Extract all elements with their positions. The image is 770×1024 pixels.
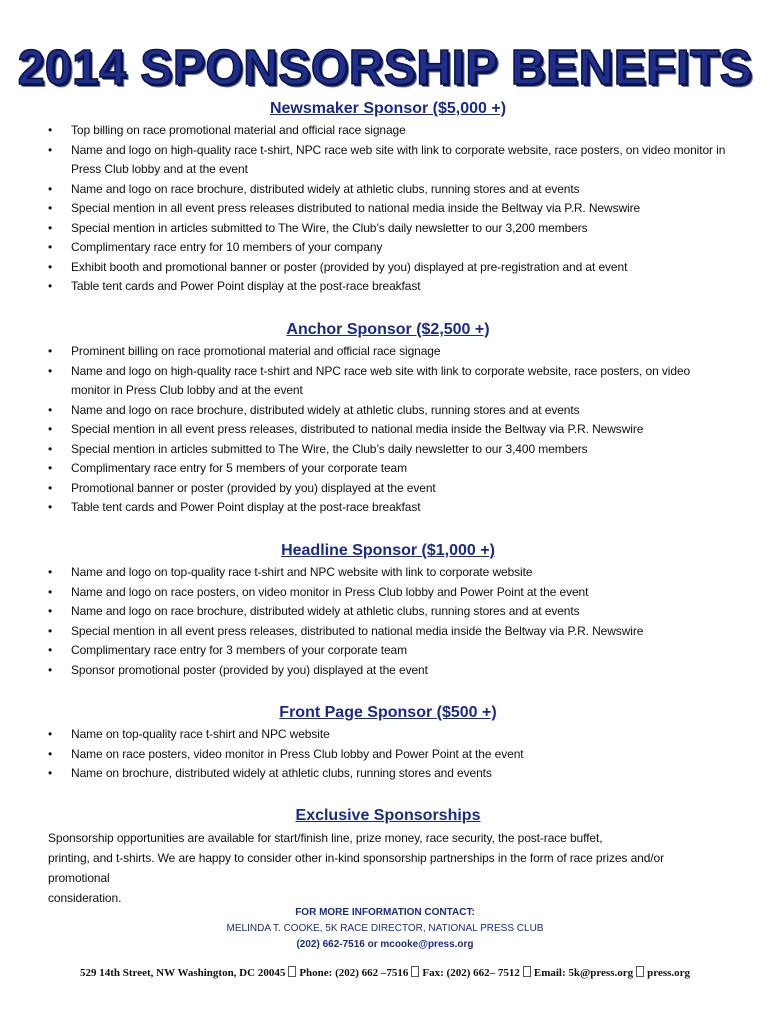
bullet-icon: • <box>48 402 53 417</box>
footer-web: press.org <box>647 967 691 979</box>
contact-header: FOR MORE INFORMATION CONTACT: <box>295 907 475 918</box>
list-item: • Special mention in all event press releases distributed to national media inside the Beltway via P.R. Newswire <box>48 199 728 219</box>
list-item: • Special mention in articles submitted to The Wire, the Club’s daily newsletter to our 3,400 members <box>48 440 728 460</box>
bullet-icon: • <box>48 727 53 741</box>
list-item: • Promotional banner or poster (provided by you) displayed at the event <box>48 479 728 499</box>
bullet-icon: • <box>48 643 53 657</box>
list-item: • Complimentary race entry for 3 members of your corporate team <box>48 641 728 661</box>
section-anchor <box>48 320 728 518</box>
list-item: • Complimentary race entry for 10 members of your company <box>48 238 728 258</box>
footer-address: 529 14th Street, NW Washington, DC 20045 <box>79 967 286 979</box>
section-front-page <box>48 703 728 784</box>
bullet-icon: • <box>48 181 53 196</box>
footer-phone: Phone: (202) 662 –7516 <box>299 967 409 979</box>
list-item: • Name and logo on race brochure, distributed widely at athletic clubs, running stores and at events <box>48 602 728 622</box>
bullet-icon: • <box>48 604 53 618</box>
list-item: • Name and logo on race brochure, distributed widely at athletic clubs, running stores and at events <box>48 180 728 200</box>
bullet-icon: • <box>48 220 53 235</box>
list-item: • Name and logo on high-quality race t-shirt and NPC race web site with link to corporate website, race posters, on video monitor in Press Club lobby and at the event <box>48 363 691 397</box>
bullet-icon: • <box>48 142 53 157</box>
page-title: 2014 SPONSORSHIP BENEFITS <box>17 41 753 95</box>
list-item: • Name and logo on race brochure, distributed widely at athletic clubs, running stores and at events <box>48 401 728 421</box>
section-heading: Headline Sponsor ($1,000 +) <box>281 542 495 559</box>
section-headline <box>48 541 728 680</box>
section-heading: Front Page Sponsor ($500 +) <box>279 704 497 721</box>
bullet-icon: • <box>48 279 53 293</box>
section-heading: Anchor Sponsor ($2,500 +) <box>286 321 490 338</box>
list-item: • Top billing on race promotional material and official race signage <box>48 121 728 141</box>
bullet-icon: • <box>48 461 53 475</box>
exclusive-paragraph-line: consideration. <box>48 891 122 905</box>
section-newsmaker <box>48 99 728 297</box>
bullet-icon: • <box>48 623 53 638</box>
bullet-icon: • <box>48 766 53 780</box>
benefit-list <box>48 563 728 680</box>
contact-name: MELINDA T. COOKE, 5K RACE DIRECTOR, NATIONAL PRESS CLUB <box>226 923 544 934</box>
list-item: • Name on race posters, video monitor in Press Club lobby and Power Point at the event <box>48 745 728 765</box>
bullet-icon: • <box>48 500 53 514</box>
exclusive-paragraph-line: Sponsorship opportunities are available for start/finish line, prize money, race security, the post-race buffet, <box>48 831 603 845</box>
bullet-icon: • <box>48 363 53 378</box>
list-item: • Name on brochure, distributed widely at athletic clubs, running stores and events <box>48 764 728 784</box>
list-item: • Name and logo on top-quality race t-shirt and NPC website with link to corporate website <box>48 563 728 583</box>
bullet-icon: • <box>48 746 53 761</box>
list-item: • Name on top-quality race t-shirt and NPC website <box>48 725 728 745</box>
bullet-icon: • <box>48 240 53 254</box>
contact-block <box>0 905 770 953</box>
bullet-icon: • <box>48 123 53 137</box>
section-heading: Exclusive Sponsorships <box>295 807 481 824</box>
bullet-icon: • <box>48 259 53 274</box>
section-exclusive <box>48 806 728 908</box>
benefit-list <box>48 725 728 784</box>
bullet-icon: • <box>48 441 53 456</box>
bullet-icon: • <box>48 480 53 495</box>
section-heading: Newsmaker Sponsor ($5,000 +) <box>269 100 507 117</box>
bullet-icon: • <box>48 201 53 215</box>
list-item: • Name and logo on race posters, on video monitor in Press Club lobby and Power Point at the event <box>48 583 728 603</box>
benefit-list <box>48 342 728 518</box>
list-item: • Special mention in all event press releases, distributed to national media inside the Beltway via P.R. Newswire <box>48 622 728 642</box>
footer-fax: Fax: (202) 662– 7512 <box>422 967 520 979</box>
list-item: • Sponsor promotional poster (provided by you) displayed at the event <box>48 661 728 681</box>
benefit-list <box>48 121 728 297</box>
footer-address-line <box>0 964 770 982</box>
bullet-icon: • <box>48 662 53 677</box>
separator-icon <box>288 966 296 977</box>
separator-icon <box>523 966 531 977</box>
list-item: • Complimentary race entry for 5 members of your corporate team <box>48 459 728 479</box>
bullet-icon: • <box>48 584 53 599</box>
bullet-icon: • <box>48 565 53 579</box>
list-item: • Table tent cards and Power Point display at the post-race breakfast <box>48 277 728 297</box>
bullet-icon: • <box>48 422 53 436</box>
list-item: • Special mention in articles submitted to The Wire, the Club’s daily newsletter to our 3,200 members <box>48 219 728 239</box>
list-item: • Name and logo on high-quality race t-shirt, NPC race web site with link to corporate website, race posters, on video monitor in Press Club lobby and at the event <box>48 142 726 176</box>
bullet-icon: • <box>48 344 53 358</box>
separator-icon <box>411 966 419 977</box>
footer-email: Email: 5k@press.org <box>533 967 634 979</box>
list-item: • Table tent cards and Power Point display at the post-race breakfast <box>48 498 728 518</box>
contact-phone-email: (202) 662-7516 or mcooke@press.org <box>296 939 474 950</box>
exclusive-paragraph-line: printing, and t-shirts. We are happy to consider other in-kind sponsorship partnerships in the form of race prizes and/or promotional <box>48 851 664 885</box>
list-item: • Special mention in all event press releases, distributed to national media inside the Beltway via P.R. Newswire <box>48 420 728 440</box>
list-item: • Exhibit booth and promotional banner or poster (provided by you) displayed at pre-registration and at event <box>48 258 728 278</box>
list-item: • Prominent billing on race promotional material and official race signage <box>48 342 728 362</box>
separator-icon <box>636 966 644 977</box>
